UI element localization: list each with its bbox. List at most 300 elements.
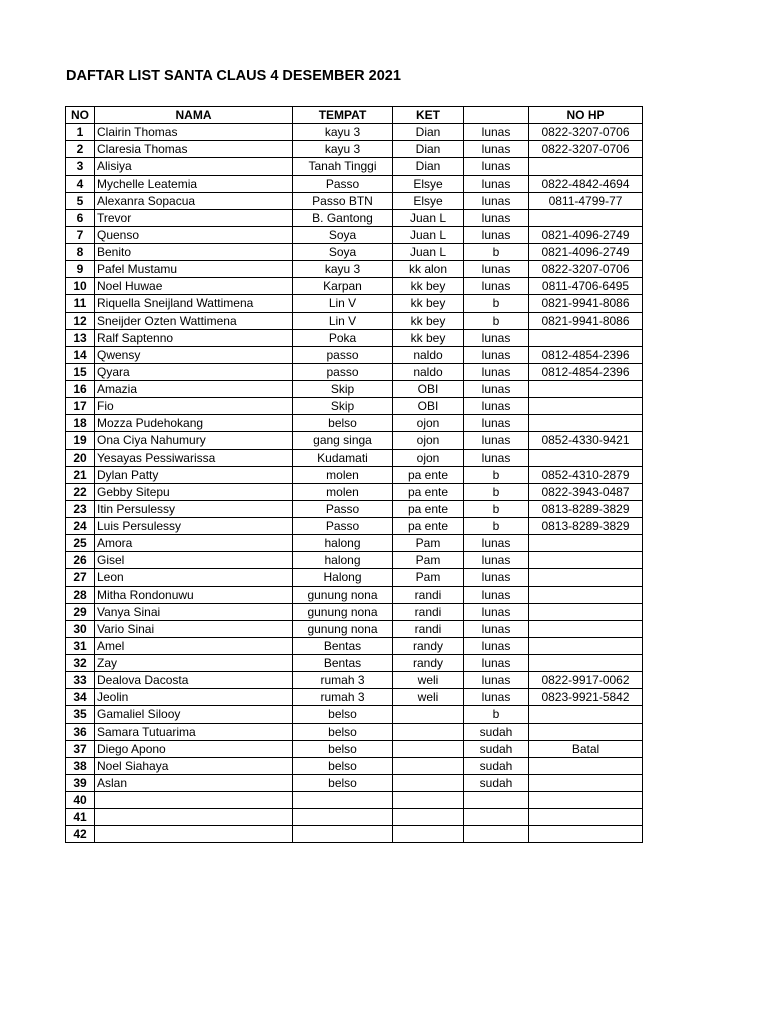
cell-no-hp: 0813-8289-3829 [529,518,643,535]
cell-tempat: Skip [293,381,393,398]
cell-no: 16 [66,381,95,398]
cell-ket: Pam [393,552,464,569]
table-row [66,757,643,774]
cell-no-hp: 0821-9941-8086 [529,295,643,312]
cell-status: lunas [464,261,529,278]
cell-nama: Alisiya [95,158,293,175]
cell-tempat: molen [293,483,393,500]
cell-nama: Claresia Thomas [95,141,293,158]
cell-no-hp: 0852-4330-9421 [529,432,643,449]
cell-nama: Samara Tutuarima [95,723,293,740]
table-row [66,432,643,449]
table-row [66,774,643,791]
cell-no-hp [529,603,643,620]
cell-no-hp: 0852-4310-2879 [529,466,643,483]
cell-nama [95,826,293,843]
cell-no: 32 [66,655,95,672]
cell-ket: OBI [393,381,464,398]
cell-tempat: Lin V [293,295,393,312]
cell-status: b [464,706,529,723]
cell-nama: Pafel Mustamu [95,261,293,278]
cell-tempat: Passo BTN [293,192,393,209]
cell-nama: Riquella Sneijland Wattimena [95,295,293,312]
cell-tempat [293,809,393,826]
table-row [66,569,643,586]
table-row [66,449,643,466]
cell-no: 22 [66,483,95,500]
cell-no-hp: 0823-9921-5842 [529,689,643,706]
cell-nama: Qyara [95,363,293,380]
cell-no: 34 [66,689,95,706]
cell-tempat: Bentas [293,655,393,672]
cell-status: lunas [464,415,529,432]
cell-status: lunas [464,381,529,398]
cell-no-hp [529,569,643,586]
table-row [66,192,643,209]
table-row [66,500,643,517]
table-row [66,552,643,569]
cell-ket: kk bey [393,329,464,346]
cell-tempat: kayu 3 [293,261,393,278]
cell-nama: Mychelle Leatemia [95,175,293,192]
cell-no: 8 [66,244,95,261]
cell-no-hp [529,586,643,603]
cell-no: 18 [66,415,95,432]
cell-nama: Jeolin [95,689,293,706]
cell-no-hp: 0812-4854-2396 [529,363,643,380]
cell-no: 13 [66,329,95,346]
cell-nama: Sneijder Ozten Wattimena [95,312,293,329]
cell-status: lunas [464,278,529,295]
santa-list-table [65,106,643,843]
cell-nama: Clairin Thomas [95,124,293,141]
table-row [66,261,643,278]
cell-no: 27 [66,569,95,586]
cell-no-hp [529,792,643,809]
cell-tempat: gunung nona [293,586,393,603]
cell-no: 4 [66,175,95,192]
cell-tempat: Lin V [293,312,393,329]
cell-nama: Dealova Dacosta [95,672,293,689]
cell-tempat: Halong [293,569,393,586]
cell-no-hp [529,449,643,466]
cell-status [464,792,529,809]
table-row [66,603,643,620]
table-row [66,346,643,363]
cell-no-hp: 0822-9917-0062 [529,672,643,689]
cell-status: b [464,518,529,535]
cell-no: 28 [66,586,95,603]
cell-status: sudah [464,740,529,757]
cell-no: 5 [66,192,95,209]
cell-no: 35 [66,706,95,723]
cell-status: lunas [464,192,529,209]
cell-ket: Dian [393,141,464,158]
cell-nama: Mitha Rondonuwu [95,586,293,603]
cell-status: lunas [464,569,529,586]
cell-no: 26 [66,552,95,569]
cell-tempat: Tanah Tinggi [293,158,393,175]
cell-no-hp: 0822-3207-0706 [529,124,643,141]
cell-ket [393,740,464,757]
cell-status: sudah [464,723,529,740]
cell-nama: Yesayas Pessiwarissa [95,449,293,466]
cell-status: lunas [464,552,529,569]
cell-nama: Vario Sinai [95,620,293,637]
cell-tempat: Skip [293,398,393,415]
cell-nama: Alexanra Sopacua [95,192,293,209]
cell-tempat: belso [293,740,393,757]
cell-nama: Noel Siahaya [95,757,293,774]
cell-ket: Juan L [393,226,464,243]
cell-status: lunas [464,449,529,466]
cell-tempat: gunung nona [293,620,393,637]
header-status [464,107,529,124]
cell-no: 38 [66,757,95,774]
table-row [66,740,643,757]
cell-tempat: belso [293,723,393,740]
cell-ket: ojon [393,449,464,466]
cell-tempat: kayu 3 [293,141,393,158]
cell-nama: Trevor [95,209,293,226]
cell-nama: Amel [95,637,293,654]
cell-no-hp [529,535,643,552]
cell-nama: Noel Huwae [95,278,293,295]
cell-tempat: belso [293,415,393,432]
cell-status [464,826,529,843]
cell-nama: Qwensy [95,346,293,363]
table-row [66,226,643,243]
cell-tempat [293,826,393,843]
cell-no-hp: 0813-8289-3829 [529,500,643,517]
cell-tempat: Karpan [293,278,393,295]
cell-status: b [464,312,529,329]
cell-ket [393,757,464,774]
table-body [66,124,643,843]
cell-no: 41 [66,809,95,826]
table-row [66,535,643,552]
cell-no-hp [529,757,643,774]
cell-no: 10 [66,278,95,295]
cell-no-hp: 0821-4096-2749 [529,226,643,243]
cell-ket: kk bey [393,278,464,295]
cell-no-hp [529,158,643,175]
cell-no-hp [529,415,643,432]
cell-ket: kk bey [393,312,464,329]
cell-tempat: Passo [293,500,393,517]
cell-status: lunas [464,603,529,620]
cell-tempat: belso [293,774,393,791]
cell-no-hp: 0822-3943-0487 [529,483,643,500]
cell-no-hp [529,552,643,569]
page-title: DAFTAR LIST SANTA CLAUS 4 DESEMBER 2021 [66,68,401,84]
cell-status: lunas [464,363,529,380]
cell-ket: kk alon [393,261,464,278]
cell-status: lunas [464,432,529,449]
table-row [66,637,643,654]
cell-nama: Vanya Sinai [95,603,293,620]
cell-no: 2 [66,141,95,158]
cell-no-hp [529,381,643,398]
cell-nama: Gamaliel Silooy [95,706,293,723]
cell-ket: pa ente [393,466,464,483]
cell-ket [393,723,464,740]
header-no: NO [66,107,95,124]
cell-tempat: kayu 3 [293,124,393,141]
cell-no-hp [529,329,643,346]
cell-no: 37 [66,740,95,757]
cell-status: lunas [464,124,529,141]
table-row [66,672,643,689]
cell-no: 29 [66,603,95,620]
table-row [66,278,643,295]
cell-ket: Dian [393,124,464,141]
cell-no-hp: 0822-3207-0706 [529,261,643,278]
cell-tempat: belso [293,706,393,723]
cell-ket: Elsye [393,175,464,192]
cell-no-hp: 0822-4842-4694 [529,175,643,192]
table-row [66,466,643,483]
cell-no-hp: 0821-4096-2749 [529,244,643,261]
cell-no-hp [529,655,643,672]
cell-no: 23 [66,500,95,517]
cell-status [464,809,529,826]
table-row [66,175,643,192]
cell-tempat: B. Gantong [293,209,393,226]
cell-no: 9 [66,261,95,278]
cell-nama [95,792,293,809]
cell-nama: Itin Persulessy [95,500,293,517]
cell-nama: Gebby Sitepu [95,483,293,500]
cell-tempat: molen [293,466,393,483]
cell-ket: randi [393,586,464,603]
cell-ket: randy [393,655,464,672]
cell-no-hp [529,398,643,415]
cell-status: lunas [464,346,529,363]
cell-no: 40 [66,792,95,809]
cell-status: lunas [464,175,529,192]
cell-tempat: belso [293,757,393,774]
cell-nama: Amazia [95,381,293,398]
cell-no-hp: 0821-9941-8086 [529,312,643,329]
cell-no-hp [529,774,643,791]
table-row [66,141,643,158]
cell-ket: OBI [393,398,464,415]
cell-status: sudah [464,757,529,774]
cell-no: 19 [66,432,95,449]
cell-no: 6 [66,209,95,226]
cell-no-hp [529,723,643,740]
cell-no: 17 [66,398,95,415]
table-row [66,415,643,432]
cell-ket [393,809,464,826]
cell-ket: pa ente [393,483,464,500]
cell-ket: randy [393,637,464,654]
table-row [66,723,643,740]
table-row [66,518,643,535]
table-row [66,620,643,637]
cell-status: lunas [464,586,529,603]
cell-ket: Pam [393,569,464,586]
cell-no-hp [529,706,643,723]
cell-status: lunas [464,398,529,415]
table-row [66,689,643,706]
cell-no-hp [529,809,643,826]
cell-no-hp: 0811-4706-6495 [529,278,643,295]
table-row [66,158,643,175]
table-row [66,809,643,826]
cell-nama: Fio [95,398,293,415]
cell-no: 20 [66,449,95,466]
cell-no-hp: 0811-4799-77 [529,192,643,209]
cell-ket: Dian [393,158,464,175]
cell-ket: pa ente [393,518,464,535]
cell-tempat: Passo [293,175,393,192]
table-row [66,706,643,723]
cell-status: b [464,483,529,500]
cell-no-hp: 0812-4854-2396 [529,346,643,363]
table-row [66,244,643,261]
cell-ket: ojon [393,415,464,432]
cell-ket: naldo [393,363,464,380]
cell-ket: ojon [393,432,464,449]
cell-status: lunas [464,620,529,637]
cell-tempat: gang singa [293,432,393,449]
cell-nama: Gisel [95,552,293,569]
cell-status: sudah [464,774,529,791]
cell-no: 21 [66,466,95,483]
cell-ket: Pam [393,535,464,552]
cell-no-hp [529,620,643,637]
header-no-hp: NO HP [529,107,643,124]
cell-tempat: rumah 3 [293,689,393,706]
cell-status: lunas [464,637,529,654]
cell-status: lunas [464,672,529,689]
cell-ket [393,706,464,723]
cell-tempat: Bentas [293,637,393,654]
cell-nama: Diego Apono [95,740,293,757]
table-row [66,295,643,312]
cell-status: b [464,295,529,312]
cell-status: lunas [464,226,529,243]
table-row [66,586,643,603]
cell-no: 3 [66,158,95,175]
cell-ket: naldo [393,346,464,363]
cell-status: lunas [464,655,529,672]
cell-nama: Amora [95,535,293,552]
cell-ket [393,774,464,791]
cell-no: 1 [66,124,95,141]
table-row [66,792,643,809]
cell-ket: Juan L [393,244,464,261]
cell-tempat: Soya [293,226,393,243]
cell-status: lunas [464,689,529,706]
cell-ket: weli [393,672,464,689]
cell-tempat: rumah 3 [293,672,393,689]
cell-tempat [293,792,393,809]
cell-ket: weli [393,689,464,706]
table-row [66,329,643,346]
cell-tempat: passo [293,346,393,363]
cell-status: b [464,244,529,261]
cell-ket: randi [393,603,464,620]
cell-nama: Ralf Saptenno [95,329,293,346]
cell-no: 25 [66,535,95,552]
cell-nama: Mozza Pudehokang [95,415,293,432]
cell-tempat: Poka [293,329,393,346]
header-nama: NAMA [95,107,293,124]
cell-ket [393,826,464,843]
cell-tempat: gunung nona [293,603,393,620]
cell-no: 11 [66,295,95,312]
table-row [66,655,643,672]
cell-ket: pa ente [393,500,464,517]
cell-tempat: Kudamati [293,449,393,466]
cell-ket: Juan L [393,209,464,226]
table-row [66,826,643,843]
header-ket: KET [393,107,464,124]
cell-ket [393,792,464,809]
cell-nama: Zay [95,655,293,672]
cell-tempat: halong [293,535,393,552]
table-header-row [66,107,643,124]
cell-no: 42 [66,826,95,843]
cell-status: lunas [464,158,529,175]
cell-tempat: halong [293,552,393,569]
cell-nama: Benito [95,244,293,261]
cell-status: lunas [464,141,529,158]
cell-tempat: Soya [293,244,393,261]
cell-ket: Elsye [393,192,464,209]
cell-ket: kk bey [393,295,464,312]
cell-status: lunas [464,209,529,226]
cell-nama: Quenso [95,226,293,243]
cell-no: 15 [66,363,95,380]
cell-no-hp: Batal [529,740,643,757]
cell-status: b [464,466,529,483]
cell-no-hp [529,637,643,654]
table-row [66,312,643,329]
cell-ket: randi [393,620,464,637]
cell-no: 33 [66,672,95,689]
cell-no-hp: 0822-3207-0706 [529,141,643,158]
table-row [66,381,643,398]
cell-nama [95,809,293,826]
cell-no-hp [529,209,643,226]
cell-status: lunas [464,535,529,552]
cell-nama: Luis Persulessy [95,518,293,535]
cell-no: 31 [66,637,95,654]
table-row [66,398,643,415]
cell-no: 36 [66,723,95,740]
cell-no: 12 [66,312,95,329]
cell-tempat: Passo [293,518,393,535]
cell-nama: Aslan [95,774,293,791]
table-row [66,483,643,500]
cell-no: 7 [66,226,95,243]
table-row [66,363,643,380]
cell-nama: Leon [95,569,293,586]
cell-no-hp [529,826,643,843]
cell-no: 14 [66,346,95,363]
cell-status: b [464,500,529,517]
cell-nama: Ona Ciya Nahumury [95,432,293,449]
table-row [66,124,643,141]
cell-no: 30 [66,620,95,637]
cell-status: lunas [464,329,529,346]
cell-no: 24 [66,518,95,535]
cell-tempat: passo [293,363,393,380]
